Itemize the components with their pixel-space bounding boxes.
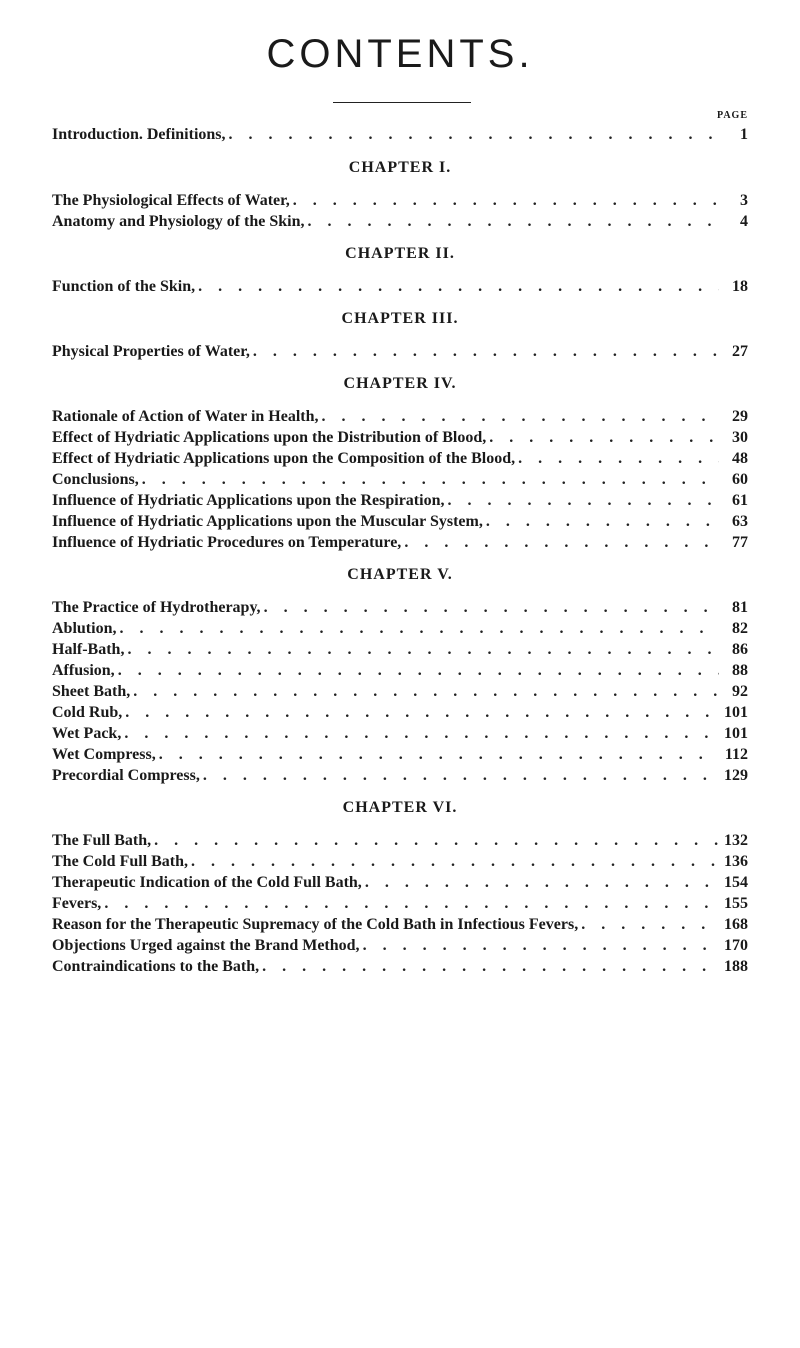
toc-entry-label: Ablution, [52,620,117,637]
toc-entry-page: 132 [724,832,748,849]
toc-entry[interactable] [52,532,748,553]
dot-leader [322,406,719,427]
toc-entry[interactable] [52,276,748,297]
toc-entry-label: The Practice of Hydrotherapy, [52,599,261,616]
dot-leader [124,723,719,744]
toc-entry-label: Effect of Hydriatic Applications upon the Distribution of Blood, [52,429,487,446]
dot-leader [198,276,719,297]
dot-leader [191,851,719,872]
toc-entry-label: The Cold Full Bath, [52,853,189,870]
toc-entry[interactable] [52,872,748,893]
toc-entry-label: Wet Pack, [52,725,122,742]
toc-entry[interactable] [52,618,748,639]
toc-entry-page: 61 [732,492,748,509]
toc-entry[interactable] [52,914,748,935]
toc-entry[interactable] [52,639,748,660]
toc-entry-page: 18 [732,278,748,295]
dot-leader [159,744,719,765]
dot-leader [308,211,720,232]
toc-entry[interactable] [52,765,748,786]
dot-leader [262,956,719,977]
toc-entry-label: Fevers, [52,895,102,912]
toc-entry-label: Cold Rub, [52,704,123,721]
toc-entry-label: Affusion, [52,662,115,679]
toc-entry-page: 81 [732,599,748,616]
toc-entry-page: 101 [724,704,748,721]
toc-entry-page: 3 [740,192,748,209]
toc-entry-label: Influence of Hydriatic Applications upon the Respiration, [52,492,445,509]
dot-leader [203,765,719,786]
dot-leader [489,427,719,448]
toc-entry-label: Rationale of Action of Water in Health, [52,408,319,425]
toc-entry-page: 136 [724,853,748,870]
toc-entry-page: 4 [740,213,748,230]
page-title: CONTENTS. [266,32,534,76]
toc-entry-page: 60 [732,471,748,488]
toc-entry-label: Conclusions, [52,471,139,488]
toc-entry[interactable] [52,211,748,232]
toc-entry[interactable] [52,597,748,618]
toc-entry-page: 86 [732,641,748,658]
toc-entry-label: Therapeutic Indication of the Cold Full Bath, [52,874,362,891]
table-of-contents [52,124,748,977]
toc-entry-page: 154 [724,874,748,891]
toc-entry-label: Effect of Hydriatic Applications upon the Composition of the Blood, [52,450,516,467]
toc-entry[interactable] [52,893,748,914]
chapter-heading: CHAPTER III. [341,310,459,327]
toc-entry[interactable] [52,341,748,362]
dot-leader [142,469,719,490]
dot-leader [104,893,719,914]
toc-entry-page: 168 [724,916,748,933]
toc-entry[interactable] [52,469,748,490]
toc-entry[interactable] [52,427,748,448]
toc-entry[interactable] [52,406,748,427]
toc-entry-page: 30 [732,429,748,446]
title-rule [333,102,471,103]
dot-leader [125,702,719,723]
dot-leader [365,872,719,893]
chapter-heading: CHAPTER I. [348,159,452,176]
toc-entry-label: The Full Bath, [52,832,152,849]
toc-entry-label: Physical Properties of Water, [52,343,250,360]
toc-entry[interactable] [52,830,748,851]
dot-leader [581,914,719,935]
toc-entry-page: 129 [724,767,748,784]
toc-entry-label: Influence of Hydriatic Procedures on Temperature, [52,534,402,551]
chapter-heading: CHAPTER IV. [343,375,457,392]
toc-entry-label: Precordial Compress, [52,767,200,784]
toc-entry[interactable] [52,448,748,469]
dot-leader [154,830,719,851]
toc-entry-page: 48 [732,450,748,467]
toc-entry-page: 101 [724,725,748,742]
toc-entry[interactable] [52,935,748,956]
toc-entry[interactable] [52,490,748,511]
dot-leader [486,511,719,532]
dot-leader [119,618,719,639]
toc-entry-label: Reason for the Therapeutic Supremacy of the Cold Bath in Infectious Fevers, [52,916,579,933]
chapter-heading: CHAPTER VI. [342,799,458,816]
toc-entry-page: 29 [732,408,748,425]
toc-entry-page: 82 [732,620,748,637]
toc-entry-page: 155 [724,895,748,912]
toc-entry-introduction[interactable] [52,124,748,145]
dot-leader [293,190,719,211]
chapter-heading: CHAPTER V. [347,566,453,583]
toc-entry[interactable] [52,681,748,702]
toc-entry[interactable] [52,702,748,723]
toc-entry-label: Objections Urged against the Brand Method, [52,937,360,954]
toc-entry[interactable] [52,956,748,977]
toc-entry-page: 63 [732,513,748,530]
toc-entry[interactable] [52,723,748,744]
toc-entry[interactable] [52,660,748,681]
toc-entry-label: Influence of Hydriatic Applications upon the Muscular System, [52,513,483,530]
dot-leader [133,681,719,702]
toc-entry-page: 170 [724,937,748,954]
dot-leader [404,532,719,553]
toc-entry[interactable] [52,851,748,872]
dot-leader [253,341,719,362]
toc-entry-page: 1 [740,126,748,143]
toc-entry-label: Contraindications to the Bath, [52,958,260,975]
page-column-heading: PAGE [716,110,748,121]
dot-leader [363,935,719,956]
toc-entry-label: Introduction. Definitions, [52,126,226,143]
toc-entry-page: 27 [732,343,748,360]
dot-leader [127,639,719,660]
dot-leader [229,124,719,145]
toc-entry-label: Half-Bath, [52,641,125,658]
toc-entry[interactable] [52,190,748,211]
chapter-heading: CHAPTER II. [345,245,455,262]
toc-entry-label: The Physiological Effects of Water, [52,192,290,209]
toc-entry-page: 92 [732,683,748,700]
toc-entry-page: 77 [732,534,748,551]
toc-entry[interactable] [52,511,748,532]
dot-leader [264,597,719,618]
toc-entry-label: Anatomy and Physiology of the Skin, [52,213,305,230]
toc-entry-page: 188 [724,958,748,975]
dot-leader [447,490,719,511]
toc-entry-label: Sheet Bath, [52,683,131,700]
dot-leader [118,660,719,681]
toc-entry-label: Wet Compress, [52,746,156,763]
toc-entry-page: 88 [732,662,748,679]
toc-entry-page: 112 [724,746,748,763]
dot-leader [518,448,719,469]
toc-entry[interactable] [52,744,748,765]
toc-entry-label: Function of the Skin, [52,278,196,295]
